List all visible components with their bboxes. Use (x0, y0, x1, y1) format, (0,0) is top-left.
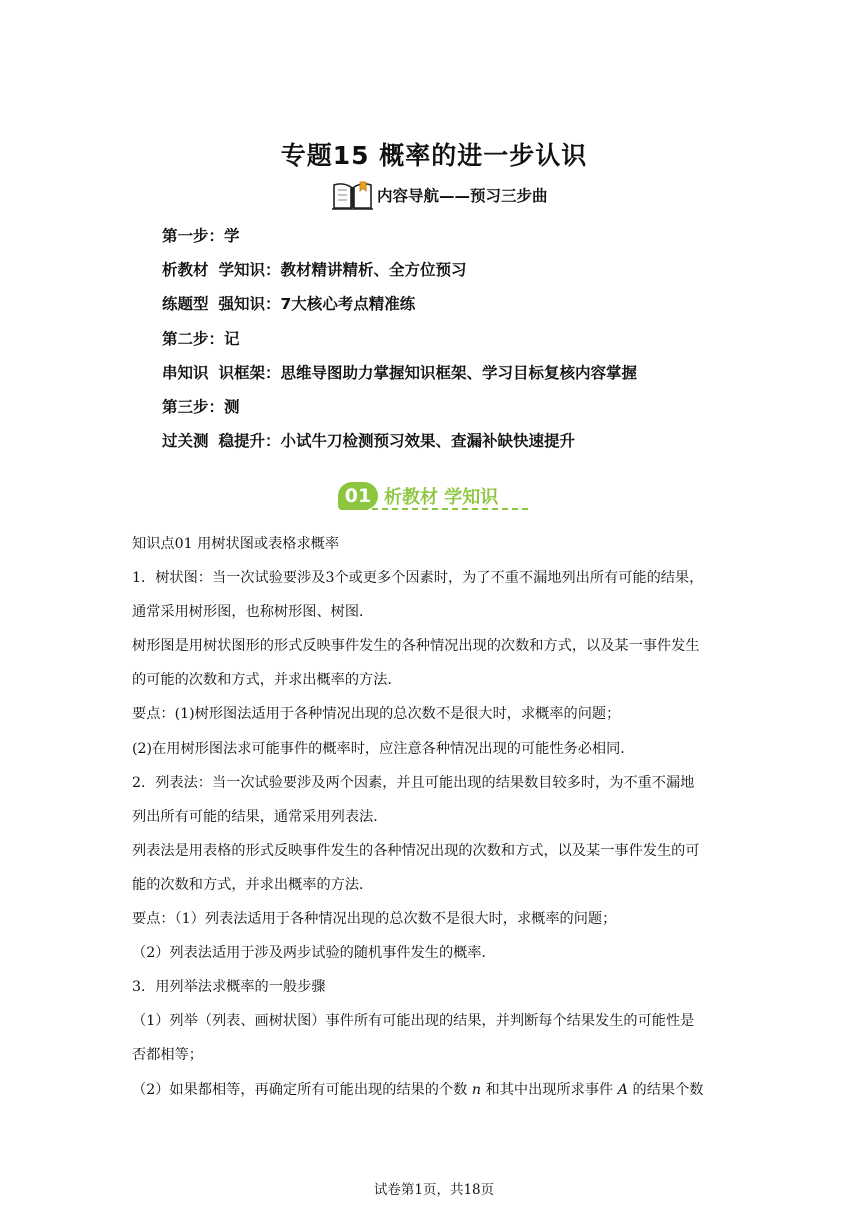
paragraph-line: 要点：(1)树形图法适用于各种情况出现的总次数不是很大时，求概率的问题； (132, 706, 621, 723)
paragraph-line: 1．树状图：当一次试验要涉及3个或更多个因素时，为了不重不漏地列出所有可能的结果， (132, 570, 704, 587)
text-run: 的结果个数 (632, 1081, 704, 1098)
step-line (162, 361, 637, 395)
paragraph-line: 列表法是用表格的形式反映事件发生的各种情况出现的次数和方式，以及某一事件发生的可 (132, 842, 700, 859)
step-line (162, 327, 637, 361)
step-lead: 练题型 (162, 295, 209, 314)
math-variable-n: n (471, 1081, 481, 1098)
step-line (162, 429, 637, 463)
step-lead: 串知识 (162, 363, 209, 382)
paragraph-line: 通常采用树形图，也称树形图、树图． (132, 604, 374, 621)
step-lead: 过关测 (162, 432, 209, 451)
step-line (162, 292, 637, 326)
paragraph-line: 3．用列举法求概率的一般步骤 (132, 979, 326, 996)
book-icon (331, 178, 375, 212)
step-list (162, 224, 637, 463)
paragraph-line: 的可能的次数和方式，并求出概率的方法． (132, 672, 402, 689)
page-footer: 试卷第1页，共18页 (373, 1182, 495, 1198)
step-line (162, 224, 637, 258)
knowledge-content (132, 529, 752, 1109)
step-detail: 识框架：思维导图助力掌握知识框架、学习目标复核内容掌握 (218, 363, 638, 382)
text-run: 和其中出现所求事件 (485, 1081, 614, 1098)
section-title: 析教材 学知识 (384, 487, 499, 508)
step-line (162, 395, 637, 429)
paragraph-line: （1）列举（列表、画树状图）事件所有可能出现的结果，并判断每个结果发生的可能性是 (132, 1013, 695, 1030)
knowledge-point-heading: 知识点01 用树状图或表格求概率 (132, 536, 340, 552)
step-detail: 强知识：7大核心考点精准练 (218, 295, 416, 314)
step-lead: 第三步：测 (162, 397, 240, 416)
step-lead: 第二步：记 (162, 329, 240, 348)
document-title: 专题15 概率的进一步认识 (280, 141, 588, 170)
step-line (162, 258, 637, 292)
paragraph-line (132, 1075, 752, 1109)
step-lead: 第一步：学 (162, 227, 240, 245)
paragraph-line: 列出所有可能的结果，通常采用列表法． (132, 808, 388, 825)
math-variable-a: A (617, 1081, 628, 1098)
paragraph-line: （2）列表法适用于涉及两步试验的随机事件发生的概率． (132, 945, 496, 962)
section-header (338, 476, 498, 516)
section-number-badge: 01 (338, 482, 378, 510)
paragraph-line: 否都相等； (132, 1047, 203, 1064)
step-detail: 学知识：教材精讲精析、全方位预习 (218, 261, 467, 280)
navigation-heading: 内容导航——预习三步曲 (377, 187, 548, 205)
step-lead: 析教材 (162, 261, 209, 280)
paragraph-line: 树形图是用树状图形的形式反映事件发生的各种情况出现的次数和方式，以及某一事件发生 (132, 638, 700, 655)
paragraph-line: (2)在用树形图法求可能事件的概率时，应注意各种情况出现的可能性务必相同． (132, 740, 635, 757)
paragraph-line: 要点：（1）列表法适用于各种情况出现的总次数不是很大时，求概率的问题； (132, 911, 617, 928)
content-navigation (331, 178, 548, 212)
text-run: （2）如果都相等，再确定所有可能出现的结果的个数 (132, 1081, 468, 1098)
paragraph-line: 能的次数和方式，并求出概率的方法． (132, 876, 374, 893)
paragraph-line: 2．列表法：当一次试验要涉及两个因素，并且可能出现的结果数目较多时，为不重不漏地 (132, 774, 695, 791)
step-detail: 稳提升：小试牛刀检测预习效果、查漏补缺快速提升 (218, 432, 576, 451)
section-divider (342, 508, 528, 510)
